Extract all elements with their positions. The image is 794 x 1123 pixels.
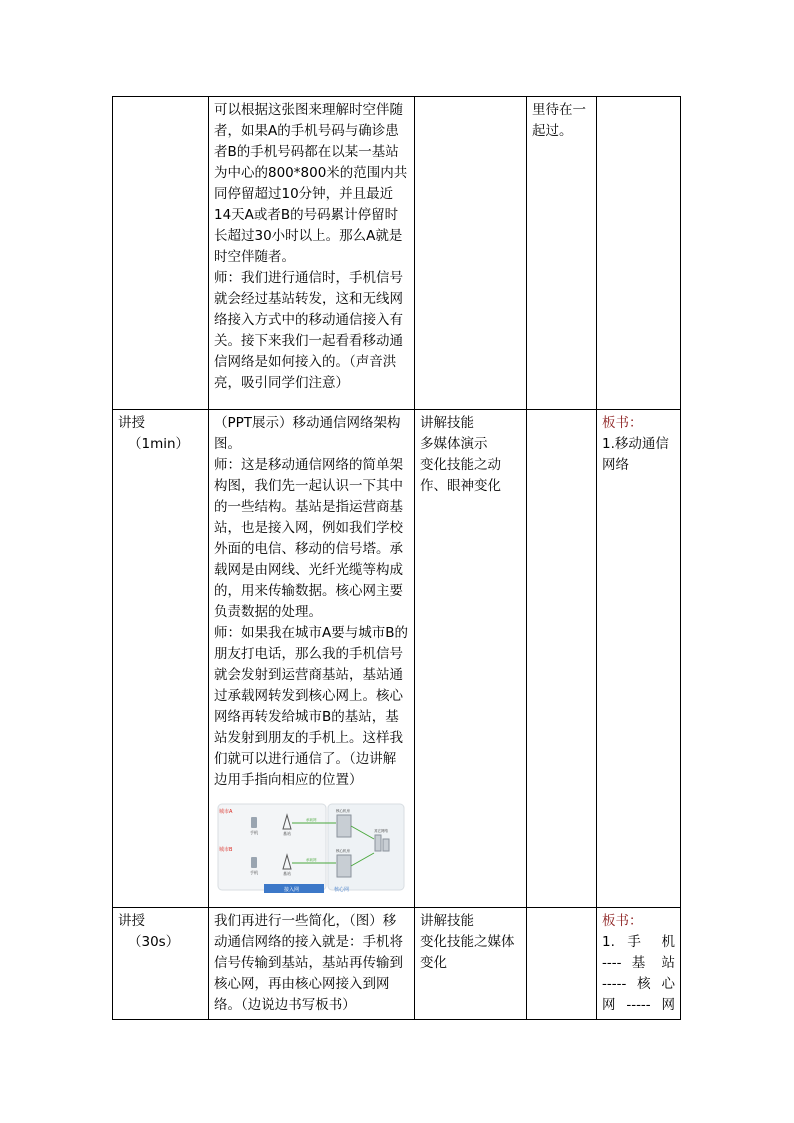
content-paragraph: 可以根据这张图来理解时空伴随者，如果A的手机号码与确诊患者B的手机号码都在以某一基站为中心的800*800米的范围内共同停留超过10分钟，并且最近14天A或者B的号码累计停留时长超过30小时以上。那么A就是时空伴随者。 [214, 102, 408, 265]
table-row [113, 97, 681, 410]
content-paragraph: 师：这是移动通信网络的简单架构图，我们先一起认识一下其中的一些结构。基站是指运营商基站，也是接入网，例如我们学校外面的电信、移动的信号塔。承载网是由网线、光纤光缆等构成的，用来传输数据。核心网主要负责数据的处理。 [214, 457, 403, 620]
city-a-label: 城市A [219, 809, 233, 815]
content-paragraph: 我们再进行一些简化，（图）移动通信网络的接入就是：手机将信号传输到基站，基站再传输到核心网，再由核心网接入到网络。（边说边书写板书） [214, 913, 403, 1013]
content-cell [209, 97, 415, 410]
skill-item: 讲解技能 [420, 415, 474, 431]
base-station-label: 基站 [283, 831, 291, 836]
phase-cell [113, 410, 209, 908]
student-cell [527, 410, 597, 908]
phase-cell [113, 97, 209, 410]
board-item: 1.移动通信网络 [602, 436, 669, 473]
phase-time: （30s） [128, 934, 180, 950]
table-row [113, 410, 681, 908]
access-network-label: 接入网 [284, 887, 300, 893]
board-cell [597, 410, 681, 908]
board-title: 板书： [602, 913, 643, 929]
phone-label: 手机 [250, 870, 258, 875]
other-network-label: 其它网络 [374, 829, 388, 833]
board-title: 板书： [602, 415, 643, 431]
phone-icon [251, 817, 257, 828]
phone-label: 手机 [250, 830, 258, 835]
content-paragraph: 师：如果我在城市A要与城市B的朋友打电话，那么我的手机信号就会发射到运营商基站，基站通过承载网转发到核心网上。核心网络再转发给城市B的基站，基站发射到朋友的手机上。这样我们就可以进行通信了。（边讲解边用手指向相应的位置） [214, 625, 408, 788]
base-station-label: 基站 [283, 871, 291, 876]
core-network-label: 核心网 [334, 887, 350, 893]
board-item: -----核心 [602, 976, 675, 992]
content-paragraph: 师：我们进行通信时，手机信号就会经过基站转发，这和无线网络接入方式中的移动通信接入有关。接下来我们一起看看移动通信网络是如何接入的。（声音洪亮，吸引同学们注意） [214, 270, 403, 391]
content-cell [209, 410, 415, 908]
skill-item: 变化技能之动作、眼神变化 [420, 457, 501, 494]
skill-item: 多媒体演示 [420, 436, 488, 452]
skill-item: 变化技能之媒体变化 [420, 934, 515, 971]
server-icon [337, 815, 351, 837]
skill-item: 讲解技能 [420, 913, 474, 929]
core-room-label: 核心机房 [336, 809, 350, 813]
skills-cell [415, 97, 527, 410]
core-room-label: 核心机房 [336, 849, 350, 853]
bearer-label: 承载网 [306, 818, 317, 822]
bearer-label: 承载网 [306, 858, 317, 862]
server-icon [375, 835, 381, 851]
table-row [113, 908, 681, 1020]
board-cell [597, 97, 681, 410]
content-paragraph: （PPT展示）移动通信网络架构图。 [214, 415, 401, 452]
phase-label: 讲授 [118, 415, 145, 431]
student-cell [527, 97, 597, 410]
phase-cell [113, 908, 209, 1020]
phase-label: 讲授 [118, 913, 145, 929]
student-text: 里待在一起过。 [532, 102, 586, 139]
skills-cell [415, 410, 527, 908]
lesson-plan-table [112, 96, 681, 1020]
board-item: ---- 基 站 [602, 955, 675, 971]
board-cell [597, 908, 681, 1020]
phone-icon [251, 857, 257, 868]
board-item: 网-----网 [602, 997, 675, 1013]
network-architecture-diagram [214, 801, 408, 895]
skills-cell [415, 908, 527, 1020]
server-icon [383, 839, 389, 851]
city-b-label: 城市B [219, 847, 233, 853]
phase-time: （1min） [128, 436, 190, 452]
student-cell [527, 908, 597, 1020]
content-cell [209, 908, 415, 1020]
server-icon [337, 855, 351, 877]
board-item: 1. 手 机 [602, 934, 675, 950]
